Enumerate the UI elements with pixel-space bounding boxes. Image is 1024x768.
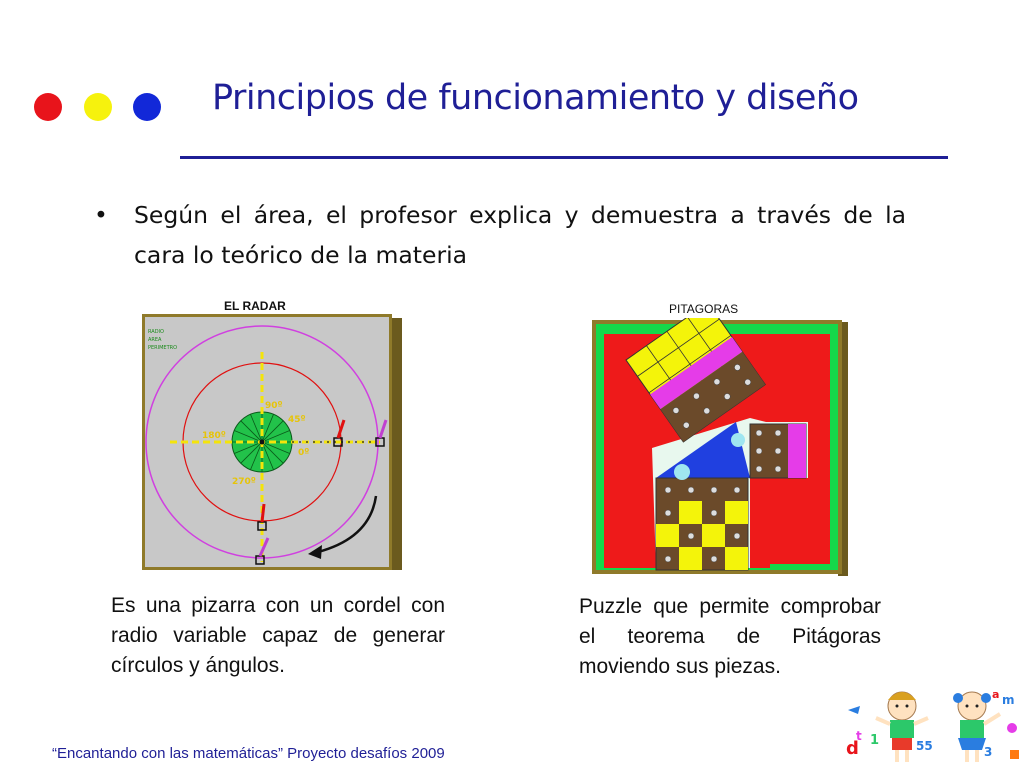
kids-logo	[840, 684, 1024, 768]
legend-radio: RADIO	[148, 329, 164, 335]
bullet-text: Según el área, el profesor explica y demuestra a través de la cara lo teórico de la materia	[134, 201, 906, 269]
leg-square-small	[750, 424, 806, 478]
page-title: Principios de funcionamiento y diseño	[212, 78, 859, 118]
yellow-dot	[84, 93, 112, 121]
angle-270: 270º	[232, 477, 256, 487]
legend-area: AREA	[148, 337, 162, 343]
title-underline	[180, 156, 948, 159]
angle-0: 0º	[298, 448, 310, 458]
logo-a: a	[992, 688, 1000, 701]
logo-t: t	[856, 729, 862, 743]
pitagoras-label: PITAGORAS	[669, 302, 739, 316]
angle-45: 45º	[288, 415, 306, 425]
footer-text: “Encantando con las matemáticas” Proyecto desafíos 2009	[52, 745, 445, 762]
pitagoras-image	[590, 318, 852, 580]
radar-caption: Es una pizarra con un cordel con radio variable capaz de generar círculos y ángulos.	[111, 594, 445, 677]
kid-girl-icon	[953, 692, 1000, 762]
legend-perimetro: PERIMETRO	[148, 345, 178, 351]
angle-90: 90º	[265, 401, 283, 411]
bullet-mark: •	[94, 201, 108, 229]
leg-square-large	[656, 478, 748, 570]
logo-m: m	[1002, 693, 1015, 707]
logo-3: 3	[984, 745, 993, 759]
red-dot	[34, 93, 62, 121]
logo-d: d	[846, 738, 859, 759]
angle-180: 180º	[202, 431, 226, 441]
radar-label: EL RADAR	[224, 299, 286, 313]
pitagoras-caption: Puzzle que permite comprobar el teorema de Pitágoras moviendo sus piezas.	[579, 595, 881, 678]
radar-image	[140, 312, 406, 574]
blue-dot	[133, 93, 161, 121]
bullet-item	[94, 195, 906, 275]
logo-1: 1	[870, 733, 880, 748]
logo-55: 55	[916, 739, 933, 753]
